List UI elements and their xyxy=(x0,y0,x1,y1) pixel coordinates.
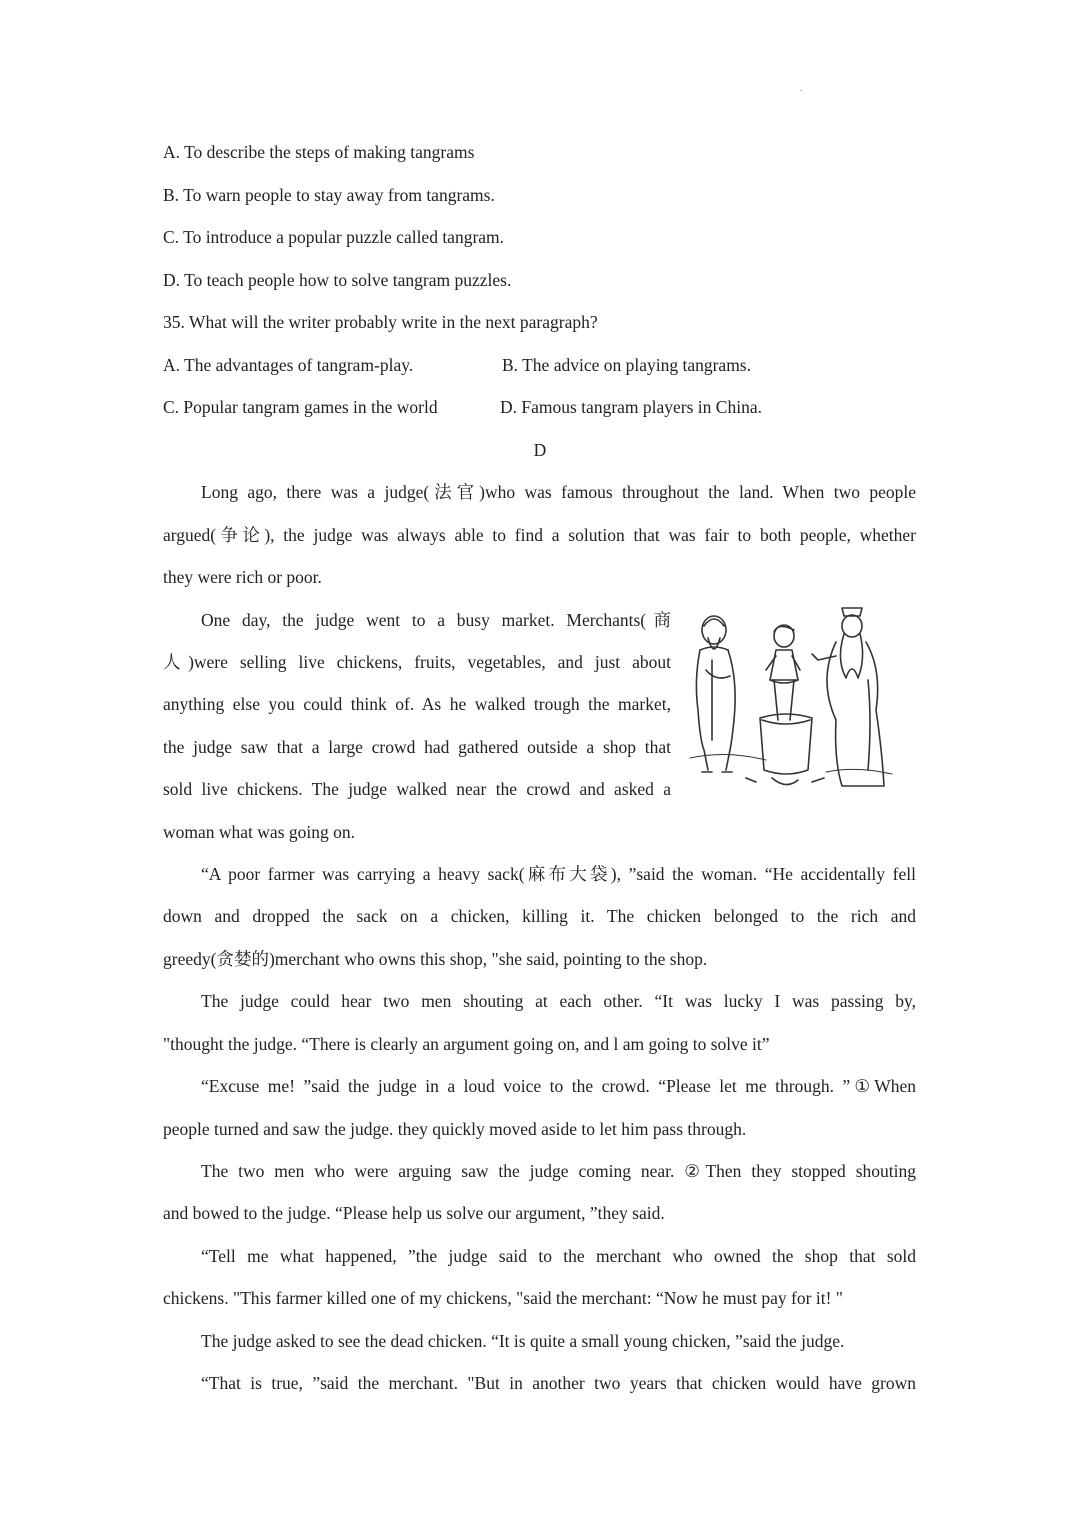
passage-line: and bowed to the judge. “Please help us solve our argument, ”they said. xyxy=(163,1203,665,1223)
question-35: 35. What will the writer probably write in the next paragraph? xyxy=(163,312,598,332)
judge-illustration xyxy=(686,600,896,798)
passage-line: "thought the judge. “There is clearly an argument going on, and l am going to solve it” xyxy=(163,1034,770,1054)
passage-line: The two men who were arguing saw the judge coming near. ②Then they stopped shouting xyxy=(201,1161,916,1181)
passage-line: “Excuse me! ”said the judge in a loud voice to the crowd. “Please let me through. ”①When xyxy=(201,1076,916,1096)
passage-line: down and dropped the sack on a chicken, killing it. The chicken belonged to the rich and xyxy=(163,906,916,926)
passage-line: “That is true, ”said the merchant. "But in another two years that chicken would have grown xyxy=(201,1373,916,1393)
option-34-a: A. To describe the steps of making tangrams xyxy=(163,142,475,162)
speck xyxy=(800,90,802,91)
passage-line: people turned and saw the judge. they quickly moved aside to let him pass through. xyxy=(163,1119,747,1139)
option-35-b: B. The advice on playing tangrams. xyxy=(502,355,751,375)
passage-line: The judge asked to see the dead chicken. “It is quite a small young chicken, ”said the judge. xyxy=(201,1331,845,1351)
passage-line: 人)were selling live chickens, fruits, vegetables, and just about xyxy=(163,652,671,672)
option-34-d: D. To teach people how to solve tangram puzzles. xyxy=(163,270,512,290)
passage-line: argued(争论), the judge was always able to find a solution that was fair to both people, whether xyxy=(163,525,916,545)
passage-line: sold live chickens. The judge walked near the crowd and asked a xyxy=(163,779,671,799)
option-35-a: A. The advantages of tangram-play. xyxy=(163,355,414,375)
passage-line: they were rich or poor. xyxy=(163,567,322,587)
passage-line: woman what was going on. xyxy=(163,822,355,842)
passage-line: anything else you could think of. As he walked trough the market, xyxy=(163,694,671,714)
section-heading: D xyxy=(533,440,547,460)
passage-line: “A poor farmer was carrying a heavy sack(麻布大袋), ”said the woman. “He accidentally fell xyxy=(201,864,916,884)
judge-figure xyxy=(696,616,735,772)
passage-line: the judge saw that a large crowd had gathered outside a shop that xyxy=(163,737,671,757)
merchant-figure xyxy=(812,608,884,786)
passage-line: Long ago, there was a judge(法官)who was famous throughout the land. When two people xyxy=(201,482,916,502)
farmer-figure xyxy=(766,625,800,720)
passage-line: “Tell me what happened, ”the judge said to the merchant who owned the shop that sold xyxy=(201,1246,916,1266)
sack-figure xyxy=(746,714,824,785)
passage-line: One day, the judge went to a busy market. Merchants(商 xyxy=(201,610,671,630)
passage-line: The judge could hear two men shouting at each other. “It was lucky I was passing by, xyxy=(201,991,916,1011)
option-34-c: C. To introduce a popular puzzle called tangram. xyxy=(163,227,505,247)
option-35-d: D. Famous tangram players in China. xyxy=(500,397,762,417)
passage-line: chickens. "This farmer killed one of my chickens, "said the merchant: “Now he must pay for it! " xyxy=(163,1288,843,1308)
option-34-b: B. To warn people to stay away from tangrams. xyxy=(163,185,495,205)
passage-line: greedy(贪婪的)merchant who owns this shop, "she said, pointing to the shop. xyxy=(163,949,708,969)
option-35-c: C. Popular tangram games in the world xyxy=(163,397,438,417)
